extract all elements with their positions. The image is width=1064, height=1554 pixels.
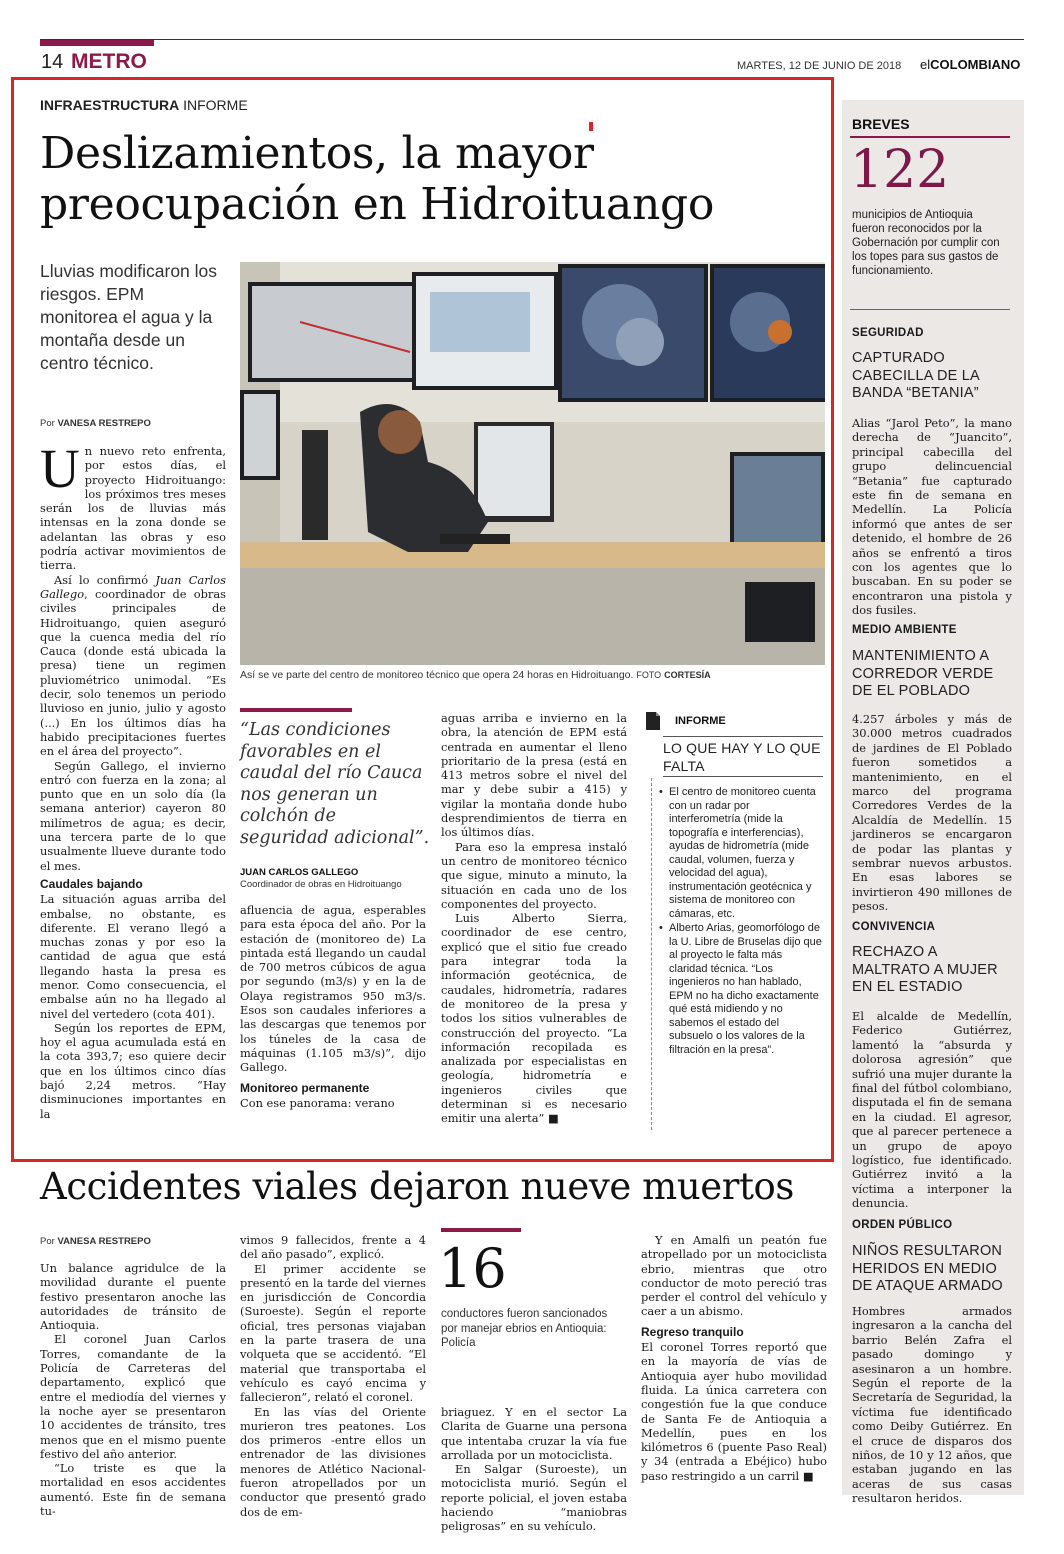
paragraph-text: , coordinador de obras civiles principales de Hidroituango, quien aseguró que la cuenca media del río Cauca (donde está ubicada la presa) tiene un regimen pluviométrico unimodal. “Es decir, solo tenemos un periodo lluvioso en junio, julio y agosto (...) En los últimos días ha habido precipitaciones fuertes en el área del proyecto”. [40, 586, 226, 759]
brand-prefix: el [920, 57, 931, 72]
second-headline: Accidentes viales dejaron nueve muertos [40, 1165, 795, 1208]
caption-text: Así se ve parte del centro de monitoreo técnico que opera 24 horas en Hidroituango. [240, 669, 634, 681]
sidebar-headline: RECHAZO A MALTRATO A MUJER EN EL ESTADIO [852, 944, 998, 995]
pull-quote-name: JUAN CARLOS GALLEGO [240, 867, 359, 878]
sidebar-section-label: MEDIO AMBIENTE [852, 624, 957, 636]
paragraph: briaguez. Y en el sector La Clarita de Guarne una persona que intentaba cruzar la vía fue arrollada por un motociclista. [441, 1405, 627, 1462]
info-box-item [659, 786, 823, 921]
photo-illustration [240, 262, 825, 665]
bullet: • [659, 786, 663, 798]
sidebar-big-rule [850, 309, 1010, 310]
paragraph: El coronel Juan Carlos Torres, comandante de la Policía de Carreteras del departamento, explicó que entre el mediodía del viernes y la noche ayer se presentaron 10 accidentes de tránsito, tres menos que en el mismo puente festivo del año anterior. [40, 1332, 226, 1461]
kicker [40, 97, 248, 113]
sidebar-text: Alias “Jarol Peto”, la mano derecha de “Juancito”, principal cabecilla del grupo delincuencial “Betania” fue capturado este fin de semana en Medellín. La Policía informó que antes de ser detenido, el hombre de 26 años se enfrentó a tiros con los agentes que lo buscaban. En su poder se encontraron una pistola y dos fusiles. [852, 416, 1012, 618]
paragraph: aguas arriba e invierno en la obra, la atención de EPM está centrada en aumentar el lleno prioritario de la presa (está en 413 metros sobre el nivel del mar y debe subir a 415) y vigilar la montaña donde hubo desprendimientos de tierra en los últimos días. [441, 711, 627, 840]
end-mark: ■ [802, 1468, 814, 1483]
fact-text: conductores fueron sancionados por manejar ebrios en Antioquia: Policía [441, 1308, 608, 1349]
paragraph [641, 1340, 827, 1483]
photo-credit-prefix: FOTO [636, 670, 662, 680]
sidebar-headline: MANTENIMIENTO A CORREDOR VERDE DE EL POBLADO [852, 648, 994, 699]
document-icon [645, 711, 661, 731]
paragraph: El primer accidente se presentó en la tarde del viernes en jurisdicción de Concordia (Suroeste). Según el reporte oficial, tres personas viajaban en la parte trasera de una volqueta que se accidentó. “El material que transportaba el vehículo es cayó encima y fallecieron”, relató el coronel. [240, 1261, 426, 1405]
info-box-item-text: Alberto Arias, geomorfólogo de la U. Libre de Bruselas dijo que al proyecto le falta más claridad técnica. “Los ingenieros no han hablado, EPM no ha dicho exactamente qué está midiendo y no sabemos el estado del subsuelo o los valores de la filtración en la presa”. [669, 922, 822, 1056]
info-box-list [659, 786, 823, 1057]
paragraph: Y en Amalfi un peatón fue atropellado por un motociclista ebrio, mientras que otro conductor de moto pereció tras perder el control del vehículo y caer a un abismo. [641, 1233, 827, 1319]
end-mark: ■ [548, 1111, 559, 1126]
sidebar-text: Hombres armados ingresaron a la cancha del barrio Belén Zafra el pasado domingo y asesinaron a un hombre. Según el reporte de la Secretaría de Seguridad, la víctima fue identificado como Deiby Gutiérrez. En el cruce de disparos dos niños, de 10 y 12 años, que estaban jugando en las aceras de sus casas resultaron heridos. [852, 1304, 1012, 1506]
byline [40, 418, 151, 429]
paragraph: En Salgar (Suroeste), un motociclista murió. Según el reporte policial, el joven estaba haciendo “maniobras peligrosas” en su vehículo. [441, 1462, 627, 1534]
pull-quote-role: Coordinador de obras en Hidroituango [240, 879, 402, 890]
fact-number: 16 [438, 1237, 507, 1300]
photo-credit: CORTESÍA [664, 670, 711, 680]
paragraph: Para eso la empresa instaló un centro de monitoreo técnico que sigue, minuto a minuto, la situación en cada uno de los componentes del proyecto. [441, 839, 627, 911]
sidebar-text: El alcalde de Medellín, Federico Gutiérrez, lamentó la “absurda y dolorosa agresión” que sufrió una mujer durante la final del fútbol colombiano, disputada el fin de semana en la ciudad. El agresor, que al parecer pertenece a un grupo de apoyo logístico, fue identificado. Gutiérrez invitó a la víctima a interponer la denuncia. [852, 1009, 1012, 1211]
paragraph [441, 911, 627, 1125]
headline-line-1: Deslizamientos, la mayor [40, 128, 594, 179]
brand-name: COLOMBIANO [930, 57, 1021, 72]
pull-quote: “Las condiciones favorables en el caudal del río Cauca nos generan un colchón de seguridad adicional”. [240, 720, 430, 848]
paragraph [40, 573, 226, 759]
monitoring-center-photo [240, 262, 825, 665]
sidebar-big-text: municipios de Antioquia fueron reconocidos por la Gobernación por cumplir con los topes para sus gastos de funcionamiento. [852, 209, 1000, 277]
pull-quote-rule [240, 708, 352, 712]
sidebar-big-number: 122 [850, 140, 950, 200]
drop-cap: U [40, 438, 80, 499]
info-box-tag: INFORME [675, 715, 726, 727]
paragraph: “Lo triste es que la mortalidad en esos accidentes aumentó. Este fin de semana tu- [40, 1461, 226, 1519]
issue-date: MARTES, 12 DE JUNIO DE 2018 [737, 60, 902, 72]
second-column-2 [240, 1233, 426, 1519]
second-column-1 [40, 1261, 226, 1518]
main-column-3 [441, 711, 627, 1126]
paragraph: Con ese panorama: verano [240, 1095, 395, 1110]
sidebar-text: 4.257 árboles y más de 30.000 metros cuadrados de jardines de El Poblado fueron sometidos a mantenimiento, en el marco del programa Corredores Verdes de la Alcaldía de Medellín. 15 jardineros se encargaron de podar las plantas y sembrar nuevos arbustos. En esas labores se invirtieron 490 millones de pesos. [852, 712, 1012, 914]
paragraph: En las vías del Oriente murieron tres peatones. Los dos primeros -entre ellos un entrenador de las divisiones menores de Atlético Nacional- fueron atropellados por un conductor que presentó grado dos de em- [240, 1404, 426, 1519]
section-label: METRO [71, 50, 147, 73]
paragraph-text: Así lo confirmó [54, 572, 156, 587]
newspaper-brand [920, 57, 1020, 72]
main-column-1 [40, 438, 226, 1121]
info-box [643, 708, 823, 1130]
second-column-4 [641, 1233, 827, 1483]
section-accent-bar [40, 40, 154, 46]
subheading: Caudales bajando [40, 876, 143, 891]
kicker-section: INFRAESTRUCTURA [40, 97, 180, 113]
subheading: Monitoreo permanente [240, 1080, 370, 1095]
byline-prefix: Por [40, 1236, 55, 1247]
second-byline [40, 1236, 151, 1247]
main-column-2 [240, 903, 426, 1110]
sidebar-title-rule [850, 136, 1010, 138]
info-box-item-text: El centro de monitoreo cuenta con un radar por interferometría (mide la topografía e interferencias), ayudas de hidrometría (mide caudal, volumen, fuerza y velocidad del agua), instrumentación geotécnica y sistema de monitoreo con cámaras, etc. [669, 786, 816, 920]
paragraph: vimos 9 fallecidos, frente a 4 del año pasado”, explicó. [240, 1233, 426, 1262]
quoted-name: Juan Carlos Gallego [40, 572, 226, 601]
headline-line-2: preocupación en Hidroituango [40, 179, 715, 230]
kicker-tag: INFORME [183, 97, 248, 113]
paragraph-text: Luis Alberto Sierra, coordinador de ese centro, explicó que el sitio fue creado para integrar toda la información geotécnica, de caudales, hidrometría, radares de monitoreo de la presa y todos los sitios vulnerables de construcción del proyecto. “La información recopilada es analizada por especialistas en geología, hidrometría e ingenieros civiles que determinan si es necesario emitir una alerta” [441, 911, 627, 1126]
second-column-3 [441, 1405, 627, 1534]
paragraph: Según Gallego, el invierno entró con fuerza en la zona; al punto que en un solo día (la semana anterior) cayeron 80 milímetros de agua; es decir, una tercera parte de lo que usualmente llueve durante todo el mes. [40, 758, 226, 873]
paragraph-text: n nuevo reto enfrenta, por estos días, el proyecto Hidroituango: los próximos tres meses serán los de lluvias más intensas en la zona donde se adelantan las obras y eso podría activar movimientos de tierra. [40, 444, 226, 573]
info-box-rule-2 [663, 776, 823, 777]
sidebar-headline: NIÑOS RESULTARON HERIDOS EN MEDIO DE ATAQUE ARMADO [852, 1243, 1003, 1294]
paragraph [40, 438, 226, 573]
sidebar-section-label: ORDEN PÚBLICO [852, 1219, 953, 1231]
info-box-item [659, 922, 823, 1057]
paragraph: Un balance agridulce de la movilidad durante el puente festivo presentaron anoche las autoridades de tránsito de Antioquia. [40, 1261, 226, 1333]
subheading: Regreso tranquilo [641, 1324, 744, 1339]
fact-box-rule [441, 1228, 521, 1232]
photo-caption [240, 669, 825, 681]
byline-name: VANESA RESTREPO [57, 1236, 151, 1247]
sidebar-section-label: SEGURIDAD [852, 327, 924, 339]
lead-text: Lluvias modificaron los riesgos. EPM monitorea el agua y la montaña desde un centro técnico. [40, 261, 218, 373]
info-box-title: LO QUE HAY Y LO QUE FALTA [663, 740, 821, 774]
sidebar-section-label: CONVIVENCIA [852, 921, 936, 933]
info-box-rule [663, 736, 823, 737]
byline-name: VANESA RESTREPO [57, 418, 151, 429]
bullet: • [659, 922, 663, 934]
paragraph: La situación aguas arriba del embalse, no obstante, es diferente. El verano llegó a muchas zonas y por eso la cantidad de agua que está llegando hasta la presa es menor. Como consecuencia, el embalse aún no ha llegado al nivel del vertedero (cota 401). [40, 892, 226, 1021]
byline-prefix: Por [40, 418, 55, 429]
paragraph-text: El coronel Torres reportó que en la mayoría de vías de Antioquia ayer hubo movilidad fluida. La única carretera con congestión fue la que conduce de Santa Fe de Antioquia a Medellín, pues en los kilómetros 6 (puente Paso Real) y 34 (entrada a Ebéjico) hubo paso restringido a un carril [641, 1340, 827, 1483]
sidebar-headline: CAPTURADO CABECILLA DE LA BANDA “BETANIA” [852, 350, 980, 401]
header-rule [40, 39, 1024, 40]
sidebar-title: BREVES [852, 116, 910, 132]
main-headline [40, 128, 820, 230]
paragraph: afluencia de agua, esperables para esta época del año. Por la estación de (monitoreo de) La pintada está llegando un caudal de 700 metros cúbicos de agua por segundo (m3/s) y en la de Olaya registramos 950 m3/s. Esos son caudales inferiores a las descargas que tenemos por los túneles de la casa de máquinas (1.105 m3/s)”, dijo Gallego. [240, 903, 426, 1075]
page-number: 14 [41, 51, 64, 73]
info-box-divider [651, 778, 652, 1130]
paragraph: Según los reportes de EPM, hoy el agua acumulada está en la cota 393,7; eso quiere decir que en los últimos cinco días bajó 2,24 metros. “Hay disminuciones importantes en la [40, 1020, 226, 1121]
